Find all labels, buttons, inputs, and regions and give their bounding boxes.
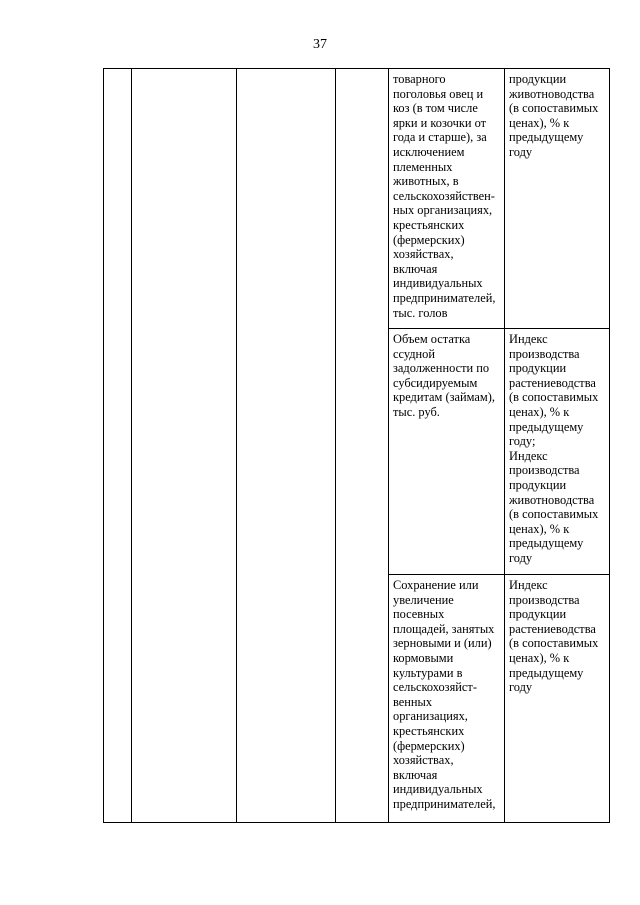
empty-cell <box>336 69 389 823</box>
empty-cell <box>104 69 132 823</box>
result-text: Индекс производства продукции растениеводства (в сопоставимых ценах), % к предыдущему году; Индекс производства продукции животноводства (в сопоставимых ценах), % к предыдущему году <box>509 332 599 565</box>
table-row <box>104 69 610 329</box>
page-number: 37 <box>313 37 327 52</box>
indicator-text: товарного поголовья овец и коз (в том числе ярки и козочки от года и старше), за исключением племенных животных, в сельскохозяйствен- ных организациях, крестьянских (фермерских) хозяйствах, включая индивидуальных предпринимателей, тыс. голов <box>393 72 496 320</box>
empty-cell <box>237 69 336 823</box>
result-text: Индекс производства продукции растениеводства (в сопоставимых ценах), % к предыдущему году <box>509 578 599 695</box>
indicator-cell <box>389 329 505 575</box>
indicator-text: Объем остатка ссудной задолженности по субсидируемым кредитам (займам), тыс. руб. <box>393 332 495 419</box>
indicator-text: Сохранение или увеличение посевных площадей, занятых зерновыми и (или) кормовыми культурами в сельскохозяйст- венных организациях, крестьянских (фермерских) хозяйствах, включая индивидуальных предпринимателей, <box>393 578 496 811</box>
document-table <box>103 68 610 823</box>
result-cell <box>505 69 610 329</box>
result-cell <box>505 329 610 575</box>
indicator-cell <box>389 69 505 329</box>
result-cell <box>505 575 610 823</box>
result-text: продукции животноводства (в сопоставимых ценах), % к предыдущему году <box>509 72 599 159</box>
indicator-cell <box>389 575 505 823</box>
empty-cell <box>132 69 237 823</box>
